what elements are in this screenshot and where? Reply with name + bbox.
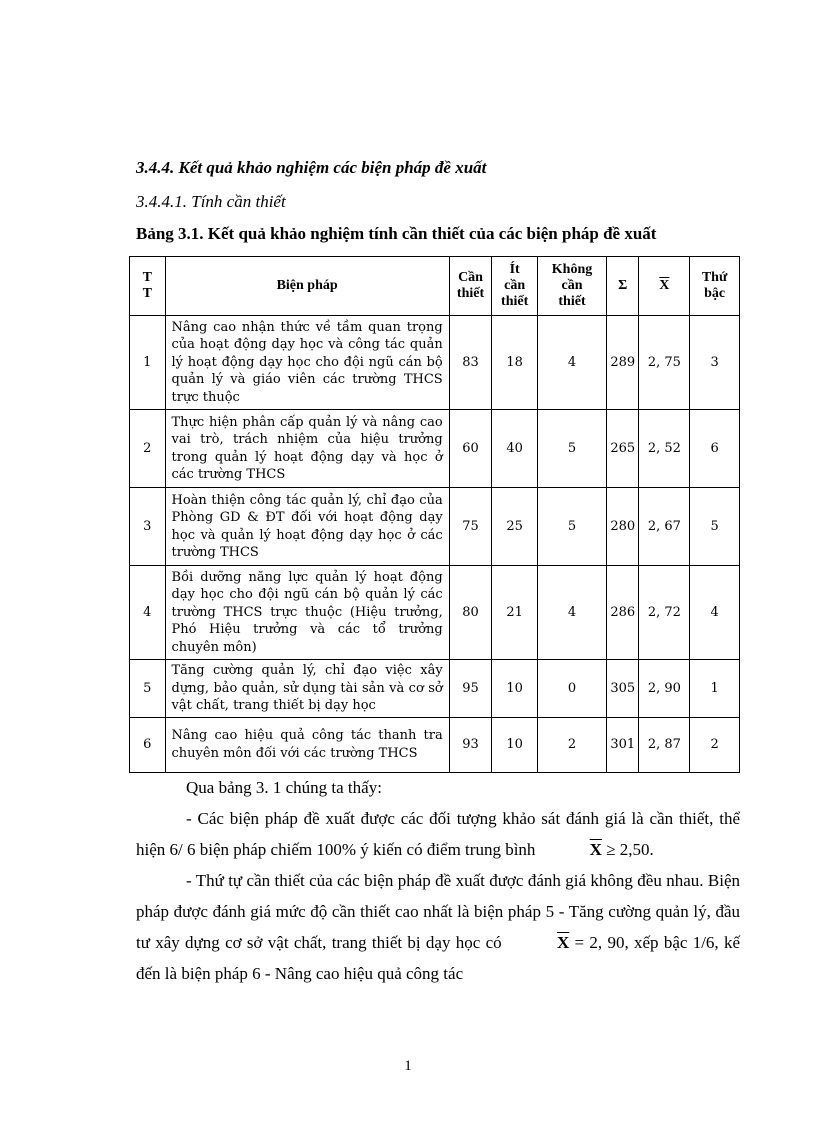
p1-text: - Các biện pháp đề xuất được các đối tượng khảo sát đánh giá là cần thiết, thể hiện 6/ 6 biện pháp chiếm 100% ý kiến có điểm trung bình [136, 809, 740, 859]
header-rank [690, 257, 740, 316]
cell-less: 10 [492, 660, 538, 718]
cell-sum: 305 [607, 660, 639, 718]
header-unnecessary [538, 257, 607, 316]
table-row [130, 410, 740, 488]
cell-un: 2 [538, 717, 607, 772]
cell-measure: Hoàn thiện công tác quản lý, chỉ đạo của Phòng GD & ĐT đối với hoạt động dạy học và quản lý hoạt động dạy học ở các trường THCS [165, 488, 449, 566]
cell-measure: Nâng cao hiệu quả công tác thanh tra chuyên môn đối với các trường THCS [165, 717, 449, 772]
header-mean [639, 257, 690, 316]
cell-mean: 2, 72 [639, 566, 690, 660]
body-text [136, 772, 740, 989]
header-tt-label: T T [142, 270, 152, 301]
cell-un: 5 [538, 410, 607, 488]
mean-symbol: $\overline{X}$ [659, 278, 670, 293]
cell-necessary: 83 [449, 316, 492, 410]
cell-measure: Bồi dưỡng năng lực quản lý hoạt động dạy học cho đội ngũ cán bộ quản lý các trường THCS trực thuộc (Hiệu trưởng, Phó Hiệu trưởng và các tổ trưởng chuyên môn) [165, 566, 449, 660]
cell-less: 40 [492, 410, 538, 488]
cell-measure: Tăng cường quản lý, chỉ đạo việc xây dựng, bảo quản, sử dụng tài sản và cơ sở vật chất, trang thiết bị dạy học [165, 660, 449, 718]
cell-mean: 2, 52 [639, 410, 690, 488]
header-less-necessary [492, 257, 538, 316]
header-necessary-label: Cần thiết [456, 270, 485, 301]
cell-sum: 265 [607, 410, 639, 488]
cell-necessary: 95 [449, 660, 492, 718]
body-paragraph-1 [136, 803, 740, 865]
p2-text: - Thứ tự cần thiết của các biện pháp đề xuất được đánh giá không đều nhau. Biện pháp được đánh giá mức độ cần thiết cao nhất là biện pháp 5 - Tăng cường quản lý, đầu tư xây dựng cơ sở vật chất, trang thiết bị dạy học có [136, 871, 740, 952]
header-un-label: Không cần thiết [551, 262, 593, 309]
cell-necessary: 93 [449, 717, 492, 772]
cell-tt: 3 [130, 488, 166, 566]
page-number: 1 [404, 1058, 412, 1074]
cell-tt: 6 [130, 717, 166, 772]
mean-symbol: $\overline{X}$ [556, 933, 570, 952]
p1-tail: ≥ 2,50. [606, 840, 654, 859]
p2-tail: = 2, 90, xếp bậc 1/6, kế đến là biện pháp 6 - Nâng cao hiệu quả công tác [136, 933, 741, 983]
cell-rank: 1 [690, 660, 740, 718]
header-necessary [449, 257, 492, 316]
cell-tt: 1 [130, 316, 166, 410]
subsection-heading: 3.4.4.1. Tính cần thiết [136, 192, 286, 211]
cell-measure: Nâng cao nhận thức về tầm quan trọng của hoạt động dạy học và công tác quản lý hoạt động dạy học cho đội ngũ cán bộ quản lý và giáo viên các trường THCS trực thuộc [165, 316, 449, 410]
results-table [129, 256, 740, 773]
cell-un: 4 [538, 566, 607, 660]
table-row [130, 316, 740, 410]
table-row [130, 660, 740, 718]
cell-sum: 301 [607, 717, 639, 772]
cell-tt: 5 [130, 660, 166, 718]
cell-mean: 2, 87 [639, 717, 690, 772]
cell-necessary: 80 [449, 566, 492, 660]
cell-necessary: 60 [449, 410, 492, 488]
cell-un: 4 [538, 316, 607, 410]
cell-rank: 3 [690, 316, 740, 410]
table-header-row [130, 257, 740, 316]
section-heading: 3.4.4. Kết quả khảo nghiệm các biện pháp đề xuất [136, 158, 487, 177]
cell-measure: Thực hiện phân cấp quản lý và nâng cao vai trò, trách nhiệm của hiệu trưởng trong quản lý hoạt động dạy và học ở các trường THCS [165, 410, 449, 488]
header-tt [130, 257, 166, 316]
header-less-label: Ít cần thiết [501, 262, 529, 309]
cell-less: 10 [492, 717, 538, 772]
table-row [130, 717, 740, 772]
cell-un: 0 [538, 660, 607, 718]
cell-sum: 280 [607, 488, 639, 566]
header-rank-label: Thứ bậc [701, 270, 728, 301]
cell-less: 21 [492, 566, 538, 660]
cell-sum: 286 [607, 566, 639, 660]
cell-sum: 289 [607, 316, 639, 410]
cell-tt: 4 [130, 566, 166, 660]
cell-less: 18 [492, 316, 538, 410]
cell-rank: 5 [690, 488, 740, 566]
table-row [130, 488, 740, 566]
cell-mean: 2, 67 [639, 488, 690, 566]
cell-un: 5 [538, 488, 607, 566]
cell-less: 25 [492, 488, 538, 566]
header-measure: Biện pháp [165, 257, 449, 316]
cell-rank: 6 [690, 410, 740, 488]
body-lead: Qua bảng 3. 1 chúng ta thấy: [186, 778, 382, 797]
cell-mean: 2, 90 [639, 660, 690, 718]
cell-rank: 4 [690, 566, 740, 660]
cell-tt: 2 [130, 410, 166, 488]
table-caption: Bảng 3.1. Kết quả khảo nghiệm tính cần thiết của các biện pháp đề xuất [136, 224, 657, 243]
header-sum: Σ [607, 257, 639, 316]
body-paragraph-2 [136, 865, 740, 989]
cell-mean: 2, 75 [639, 316, 690, 410]
table-row [130, 566, 740, 660]
mean-symbol: $\overline{X}$ [589, 840, 602, 859]
cell-rank: 2 [690, 717, 740, 772]
cell-necessary: 75 [449, 488, 492, 566]
